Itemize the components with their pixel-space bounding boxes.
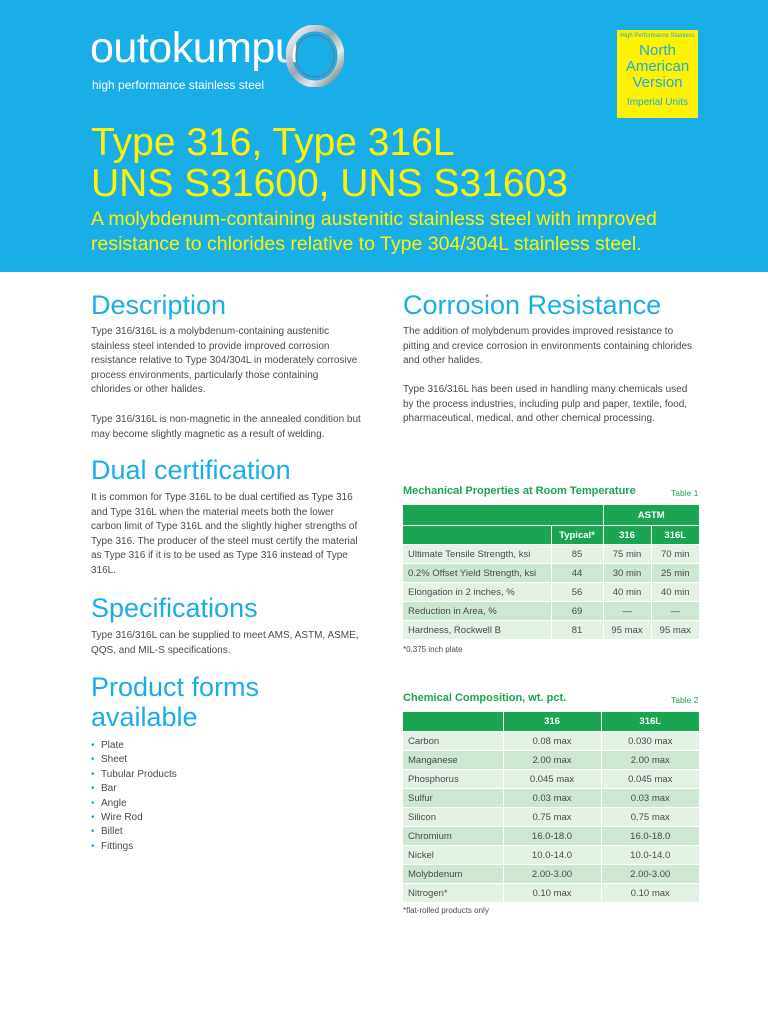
description-paragraph-1: Type 316/316L is a molybdenum-containing austenitic stainless steel intended to provide improved corrosion resistance relative to Type 304/304L in moderately corrosive process environments, particularly those containing chlorides or other halides. [91, 326, 358, 396]
product-forms-heading [91, 672, 259, 732]
table-cell: 0.75 max [503, 808, 601, 827]
specifications-heading: Specifications [91, 593, 258, 623]
table-cell: 69 [551, 602, 603, 621]
table-cell: 95 max [651, 621, 699, 640]
table-cell: 0.75 max [601, 808, 699, 827]
table-cell: 0.10 max [601, 884, 699, 903]
table-row [403, 732, 699, 751]
table-cell: 0.08 max [503, 732, 601, 751]
table-cell: Hardness, Rockwell B [403, 621, 551, 640]
product-forms-list [91, 739, 177, 854]
corrosion-paragraph-2: Type 316/316L has been used in handling many chemicals used by the process industries, including pulp and paper, textile, food, pharmaceutical, medical, and other chemical processing. [403, 384, 688, 425]
table1-header-blank [403, 526, 551, 545]
table-row [403, 865, 699, 884]
table-cell: 10.0-14.0 [503, 846, 601, 865]
table-cell: Nickel [403, 846, 503, 865]
table-cell: 30 min [603, 564, 651, 583]
table-cell: 2.00-3.00 [503, 865, 601, 884]
table-row [403, 808, 699, 827]
table-cell: 70 min [651, 545, 699, 564]
table1-header-typical: Typical* [551, 526, 603, 545]
version-badge [617, 30, 698, 118]
table-cell: 0.03 max [503, 789, 601, 808]
corrosion-paragraph-1: The addition of molybdenum provides improved resistance to pitting and crevice corrosion in environments containing chlorides and other halides. [403, 326, 693, 367]
table-cell: 16.0-18.0 [601, 827, 699, 846]
table-row [403, 545, 699, 564]
table-row [403, 846, 699, 865]
table-cell: 2.00-3.00 [601, 865, 699, 884]
table-cell: 0.03 max [601, 789, 699, 808]
table1-header-blank [551, 505, 603, 526]
table1-number: Table 1 [671, 488, 699, 498]
version-units: Imperial Units [626, 97, 689, 108]
table-cell: Carbon [403, 732, 503, 751]
version-line3: Version [632, 74, 683, 91]
table-cell: 0.2% Offset Yield Strength, ksi [403, 564, 551, 583]
table1-group-header: ASTM [603, 505, 699, 526]
table-cell: 81 [551, 621, 603, 640]
table-cell: 40 min [651, 583, 699, 602]
table-cell: 2.00 max [503, 751, 601, 770]
product-forms-heading-line2: available [91, 702, 198, 732]
table-cell: 16.0-18.0 [503, 827, 601, 846]
table-cell: Ultimate Tensile Strength, ksi [403, 545, 551, 564]
table-cell: 75 min [603, 545, 651, 564]
table-cell: 0.045 max [503, 770, 601, 789]
version-badge-small: High Performance Stainless [620, 33, 695, 39]
mechanical-properties-table [403, 505, 699, 640]
header-banner [0, 0, 768, 272]
subtitle-line1: A molybdenum-containing austenitic stainless steel with improved [91, 208, 657, 230]
table-cell: 0.030 max [601, 732, 699, 751]
title-line1: Type 316, Type 316L [91, 121, 455, 164]
list-item: • Fittings [91, 840, 177, 854]
dual-certification-paragraph: It is common for Type 316L to be dual certified as Type 316 and Type 316L when the material meets both the lower carbon limit of Type 316L and the slightly higher strengths of Type 316. The producer of the steel must certify the material as Type 316 if it is to be used as Type 316 instead of Type 316L. [91, 492, 358, 576]
table-cell: 25 min [651, 564, 699, 583]
subtitle-line2: resistance to chlorides relative to Type 304/304L stainless steel. [91, 233, 642, 255]
table-cell: 2.00 max [601, 751, 699, 770]
table-cell: 56 [551, 583, 603, 602]
table-row [403, 884, 699, 903]
table-row [403, 602, 699, 621]
list-item: • Plate [91, 739, 177, 753]
table-cell: 85 [551, 545, 603, 564]
table2-number: Table 2 [671, 695, 699, 705]
table-row [403, 621, 699, 640]
table-row [403, 827, 699, 846]
table-cell: 0.10 max [503, 884, 601, 903]
specifications-paragraph: Type 316/316L can be supplied to meet AMS, ASTM, ASME, QQS, and MIL-S specifications. [91, 630, 359, 656]
brand-logo-text: outokumpu [90, 24, 299, 72]
version-line1: North [639, 42, 676, 59]
ring-logo-icon [286, 25, 344, 87]
table-row [403, 564, 699, 583]
table-cell: Elongation in 2 inches, % [403, 583, 551, 602]
table-cell: Manganese [403, 751, 503, 770]
table-cell: 44 [551, 564, 603, 583]
table2-header-316l: 316L [601, 712, 699, 732]
corrosion-heading: Corrosion Resistance [403, 290, 662, 320]
page-subtitle [91, 207, 657, 257]
table-cell: Molybdenum [403, 865, 503, 884]
product-forms-heading-line1: Product forms [91, 672, 260, 702]
list-item: • Wire Rod [91, 811, 177, 825]
table-cell: 10.0-14.0 [601, 846, 699, 865]
table-cell: 40 min [603, 583, 651, 602]
brand-tagline: high performance stainless steel [92, 78, 265, 92]
version-line2: American [625, 58, 690, 75]
table-row [403, 583, 699, 602]
dual-certification-heading: Dual certification [91, 455, 291, 485]
table-cell: Silicon [403, 808, 503, 827]
table1-header-316l: 316L [651, 526, 699, 545]
list-item: • Billet [91, 825, 177, 839]
table1-caption: Mechanical Properties at Room Temperature [403, 485, 636, 497]
table-cell: Chromium [403, 827, 503, 846]
page-title [91, 122, 568, 204]
list-item: • Tubular Products [91, 768, 177, 782]
chemical-composition-table [403, 712, 699, 903]
table-row [403, 789, 699, 808]
table-cell: Phosphorus [403, 770, 503, 789]
table2-header-blank [403, 712, 503, 732]
list-item: • Sheet [91, 753, 177, 767]
table1-footnote: *0.375 inch plate [403, 645, 463, 654]
description-heading: Description [91, 290, 227, 320]
table2-footnote: *flat-rolled products only [403, 906, 489, 915]
table-cell: Sulfur [403, 789, 503, 808]
table1-header-316: 316 [603, 526, 651, 545]
table-cell: 0.045 max [601, 770, 699, 789]
table-cell: 95 max [603, 621, 651, 640]
table2-caption: Chemical Composition, wt. pct. [403, 692, 567, 704]
table1-header-blank [403, 505, 551, 526]
list-item: • Bar [91, 782, 177, 796]
table-cell: Nitrogen* [403, 884, 503, 903]
description-paragraph-2: Type 316/316L is non-magnetic in the annealed condition but may become slightly magnetic as a result of welding. [91, 414, 361, 440]
list-item: • Angle [91, 797, 177, 811]
table-row [403, 751, 699, 770]
title-line2: UNS S31600, UNS S31603 [91, 162, 568, 205]
table2-header-316: 316 [503, 712, 601, 732]
table-cell: — [603, 602, 651, 621]
table-cell: Reduction in Area, % [403, 602, 551, 621]
table-cell: — [651, 602, 699, 621]
table-row [403, 770, 699, 789]
